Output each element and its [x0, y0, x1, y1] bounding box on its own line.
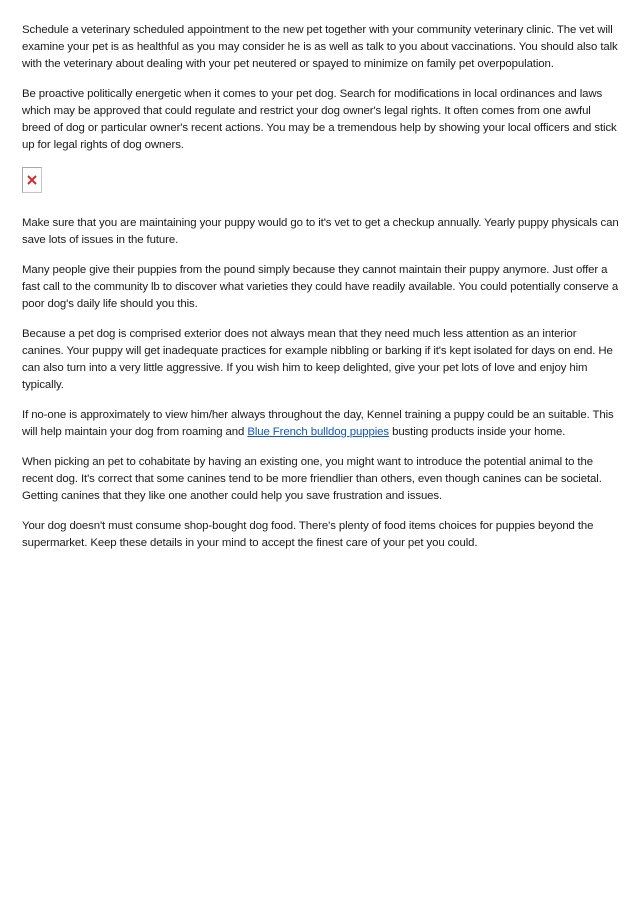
kennel-text-before: If no-one is approximately to view him/her always throughout the day, Kennel training a puppy could be an suitable. This will help maintain your dog from roaming and: [22, 409, 614, 438]
paragraph-dog-food: Your dog doesn't must consume shop-bought dog food. There's plenty of food items choices for puppies beyond the supermarket. Keep these details in your mind to accept the finest care of your pet you could.: [22, 520, 594, 549]
kennel-text-after: busting products inside your home.: [389, 426, 566, 438]
red-x-icon: [27, 175, 37, 185]
document-page: [22, 22, 620, 565]
broken-image-icon: [22, 167, 42, 193]
french-bulldog-link[interactable]: Blue French bulldog puppies: [247, 426, 390, 438]
paragraph-politics: Be proactive politically energetic when it comes to your pet dog. Search for modifications in local ordinances and laws which may be approved that could regulate and restrict your dog owner's legal rights. It often comes from one awful breed of dog or particular owner's recent actions. You may be a tremendous help by showing your local officers and stick up for legal rights of dog owners.: [22, 88, 617, 151]
paragraph-pound: Many people give their puppies from the pound simply because they cannot maintain their puppy anymore. Just offer a fast call to the community lb to discover what varieties they could have readily available. You could potentially conserve a poor dog's daily life should you this.: [22, 264, 619, 310]
paragraph-checkup: Make sure that you are maintaining your puppy would go to it's vet to get a checkup annually. Yearly puppy physicals can save lots of issues in the future.: [22, 217, 619, 246]
paragraph-cohabitate: When picking an pet to cohabitate by having an existing one, you might want to introduce the potential animal to the recent dog. It's correct that some canines tend to be more friendlier than others, even though canines can be societal. Getting canines that they like one another could help you save frustration and issues.: [22, 456, 602, 502]
paragraph-kennel-training: [22, 407, 620, 441]
paragraph-exterior-dog: Because a pet dog is comprised exterior does not always mean that they need much less attention as an interior canines. Your puppy will get inadequate practices for example nibbling or barking if it's kept isolated for days on end. He can also turn into a very little aggressive. If you wish him to keep delighted, give your pet lots of love and enjoy him typically.: [22, 328, 613, 391]
paragraph-vet-appointment: Schedule a veterinary scheduled appointment to the new pet together with your community veterinary clinic. The vet will examine your pet is as healthful as you may consider he is as well as talk to you about vaccinations. You should also talk with the veterinary about dealing with your pet neutered or spayed to minimize on family pet overpopulation.: [22, 24, 618, 70]
